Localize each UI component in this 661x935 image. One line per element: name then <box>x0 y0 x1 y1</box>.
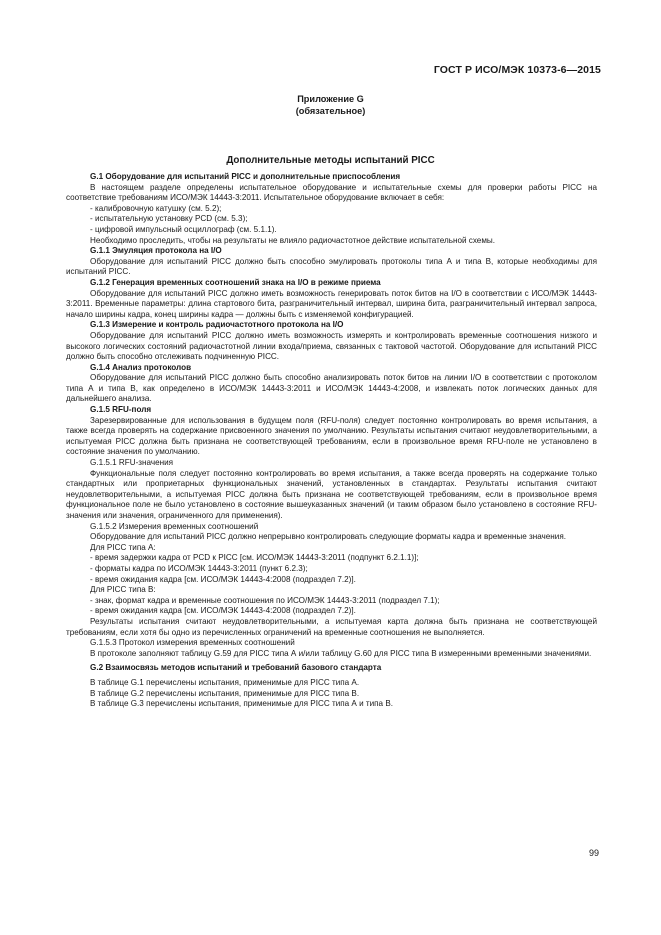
paragraph: Функциональные поля следует постоянно контролировать во время испытания, а также всегда проверять на содержание только стандартных или проприетарных функциональных значений, установленных в стандартах. Результаты испытания считают неудовлетворительными, а испытуемая PICC должна быть признана не соответствующей требованиям, если в произвольное время функциональное поле не было установлено в состояние вышеуказанных значений (и таким образом было установлено в состояние RFU-значения или значения, ограниченного для применения). <box>66 468 597 520</box>
list-item: - знак, формат кадра и временные соотношения по ИСО/МЭК 14443-3:2011 (подраздел 7.1); <box>90 595 440 605</box>
paragraph: В таблице G.2 перечислены испытания, применимые для PICC типа В. <box>90 688 360 698</box>
list-item: - время ожидания кадра [см. ИСО/МЭК 14443-4:2008 (подраздел 7.2)]. <box>90 606 356 616</box>
section-heading: G.1.2 Генерация временных соотношений знака на I/O в режиме приема <box>90 277 381 287</box>
list-item: - испытательную установку PCD (см. 5.3); <box>90 214 248 224</box>
section-heading: G.1.3 Измерение и контроль радиочастотного протокола на I/O <box>90 320 344 330</box>
list-item: - время задержки кадра от PCD к PICC [см. ИСО/МЭК 14443-3:2011 (подпункт 6.2.1.1)]; <box>90 553 419 563</box>
paragraph: В настоящем разделе определены испытательное оборудование и испытательные схемы для проверки работы PICC на соответствие требованиям ИСО/МЭК 14443-3:2011. Испытательное оборудование включает в себя: <box>66 182 597 203</box>
list-item: - цифровой импульсный осциллограф (см. 5.1.1). <box>90 224 277 234</box>
paragraph: Оборудование для испытаний PICC должно непрерывно контролировать следующие форматы кадра и временные значения. <box>90 532 566 542</box>
annex-name: Приложение G <box>297 94 364 104</box>
paragraph: В таблице G.1 перечислены испытания, применимые для PICC типа А. <box>90 677 360 687</box>
standard-designation: ГОСТ Р ИСО/МЭК 10373-6—2015 <box>433 64 601 76</box>
subsection-heading: G.1.5.1 RFU-значения <box>90 458 174 468</box>
annex-status: (обязательное) <box>295 106 366 116</box>
list-caption: Для PICC типа А: <box>90 542 156 552</box>
paragraph: Оборудование для испытаний PICC должно быть способно анализировать поток битов на линии I/O в соответствии с протоколом типа А и типа В, как определено в ИСО/МЭК 14443-3:2011 и ИСО/МЭК 14443-4:2008, и извлекать поток логических данных для дальнейшего анализа. <box>66 373 597 404</box>
document-body <box>66 172 597 710</box>
list-item: - время ожидания кадра [см. ИСО/МЭК 14443-4:2008 (подраздел 7.2)]. <box>90 574 356 584</box>
paragraph: Оборудование для испытаний PICC должно иметь возможность генерировать поток битов на I/O в соответствии с ИСО/МЭК 14443-3:2011. Временные параметры: длина стартового бита, разграничительный интервал, ширина бита, разграничительный интервал запроса, начало ширины кадра, конец ширины кадра — должны быть с изменяемой конфигурацией. <box>66 288 597 319</box>
page-number: 99 <box>588 848 599 858</box>
subsection-heading: G.1.5.2 Измерения временных соотношений <box>90 521 259 531</box>
paragraph: Оборудование для испытаний PICC должно иметь возможность измерять и контролировать временные соотношения низкого и высокого логических состояний радиочастотной линии входа/приема, связанных с тактовой частотой. Оборудование для испытаний PICC должно быть способно отслеживать подчиненную PICC. <box>66 330 597 362</box>
section-heading: G.1.1 Эмуляция протокола на I/O <box>90 246 222 256</box>
list-item: - форматы кадра по ИСО/МЭК 14443-3:2011 (пункт 6.2.3); <box>90 563 308 573</box>
section-heading: G.1.4 Анализ протоколов <box>90 362 192 372</box>
subsection-heading: G.1.5.3 Протокол измерения временных соотношений <box>90 638 295 648</box>
section-heading: G.1.5 RFU-поля <box>90 405 152 415</box>
list-item: - калибровочную катушку (см. 5.2); <box>90 203 222 213</box>
paragraph: В таблице G.3 перечислены испытания, применимые для PICC типа А и типа В. <box>90 699 393 709</box>
paragraph: Результаты испытания считают неудовлетворительными, а испытуемая карта должна быть признана не соответствующей требованиям, если хотя бы одно из перечисленных ограничений на временные соотношения не выполняется. <box>66 616 597 637</box>
paragraph: Необходимо проследить, чтобы на результаты не влияло радиочастотное действие испытательной схемы. <box>90 235 496 245</box>
section-heading: G.2 Взаимосвязь методов испытаний и требований базового стандарта <box>90 663 382 673</box>
paragraph: Зарезервированные для использования в будущем поля (RFU-поля) следует постоянно контролировать во время испытания, а также всегда проверять на содержание присвоенного значения по умолчанию. Результаты испытания считают неудовлетворительными, а испытуемая PICC должна быть признана не соответствующей требованиям, если в произвольное время RFU-поле не установлено в состояние значения по умолчанию. <box>66 415 597 457</box>
paragraph: Оборудование для испытаний PICC должно быть способно эмулировать протоколы типа А и типа В, которые необходимы для испытаний PICC. <box>66 256 597 277</box>
annex-title: Дополнительные методы испытаний PICC <box>226 155 435 166</box>
annex-heading <box>0 93 661 117</box>
section-heading: G.1 Оборудование для испытаний PICC и дополнительные приспособления <box>90 172 401 181</box>
list-caption: Для PICC типа В: <box>90 585 156 595</box>
paragraph: В протоколе заполняют таблицу G.59 для PICC типа А и/или таблицу G.60 для PICC типа В измеренными временными значениями. <box>90 648 592 658</box>
